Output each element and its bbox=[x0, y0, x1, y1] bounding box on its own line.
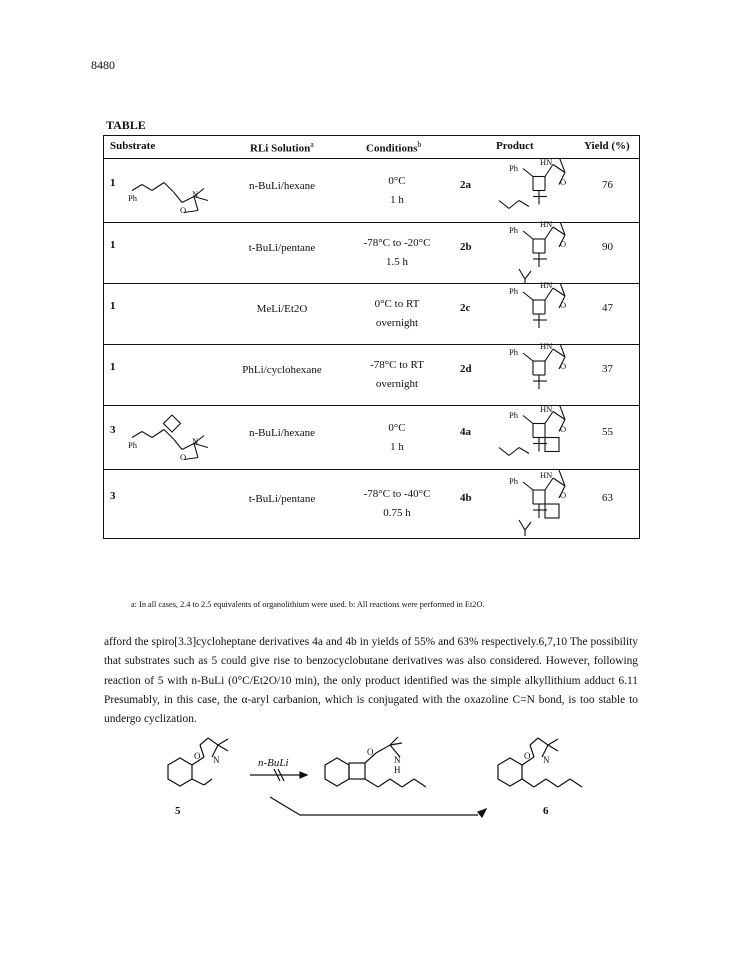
atom-n-cb: N bbox=[394, 755, 401, 765]
product-label: 2d bbox=[460, 363, 472, 375]
table-header-row bbox=[104, 136, 639, 159]
yield-value: 90 bbox=[602, 241, 613, 253]
atom-o-substrate: O bbox=[180, 204, 187, 215]
product-label: 4a bbox=[460, 425, 471, 438]
atom-hn: HN bbox=[540, 403, 553, 414]
results-table bbox=[103, 135, 640, 539]
page-number: 8480 bbox=[91, 58, 115, 72]
condition-temp: 0°C bbox=[388, 421, 406, 434]
product-label: 2c bbox=[460, 302, 471, 314]
atom-ph: Ph bbox=[509, 476, 518, 486]
condition-temp: 0°C bbox=[388, 174, 406, 187]
atom-o: O bbox=[560, 300, 567, 310]
condition-time: 1.5 h bbox=[386, 256, 408, 268]
atom-o: O bbox=[560, 361, 567, 371]
reagent-label: n-BuLi bbox=[258, 757, 289, 769]
atom-ph: Ph bbox=[509, 409, 518, 420]
yield-value: 63 bbox=[602, 492, 613, 504]
rli-solution: PhLi/cyclohexane bbox=[242, 364, 322, 376]
header-rli: RLi Solution$^a$ bbox=[250, 140, 314, 155]
body-paragraph: afford the spiro[3.3]cycloheptane derivatives 4a and 4b in yields of 55% and 63% respectively.6,7,10 The possibility that substrates such as 5 could give rise to benzocyclobutane derivatives was also considered. However, following reaction of 5 with n-BuLi (0°C/Et2O/10 min), the only product identified was the simple alkyllithium adduct 6.11 Presumably, in this case, the α-aryl carbanion, which is conjugated with the oxazoline C=N bond, is too stable to undergo cyclization. bbox=[104, 636, 638, 726]
rli-solution: MeLi/Et2O bbox=[256, 303, 308, 315]
header-substrate: Substrate bbox=[110, 140, 156, 152]
product-structure bbox=[479, 403, 589, 469]
condition-time: 0.75 h bbox=[383, 507, 411, 519]
table-row bbox=[104, 341, 639, 406]
atom-n-5: N bbox=[213, 755, 220, 765]
atom-ph-substrate: Ph bbox=[128, 439, 137, 450]
atom-hn: HN bbox=[540, 156, 553, 167]
product-label: 4b bbox=[460, 492, 472, 504]
table-row bbox=[104, 219, 639, 284]
substrate-structure bbox=[122, 159, 212, 222]
product-structure bbox=[479, 156, 589, 222]
substrate-structure bbox=[122, 406, 212, 469]
header-product: Product bbox=[496, 140, 534, 152]
product-label: 2b bbox=[460, 241, 472, 253]
condition-temp: -78°C to -40°C bbox=[363, 488, 431, 500]
condition-time: overnight bbox=[375, 378, 419, 390]
yield-value: 47 bbox=[602, 302, 613, 314]
atom-ph: Ph bbox=[509, 286, 518, 296]
substrate-number: 3 bbox=[110, 490, 116, 502]
atom-ph-substrate: Ph bbox=[128, 192, 137, 203]
table-heading: TABLE bbox=[106, 118, 146, 132]
table-row bbox=[104, 156, 639, 223]
substrate-number: 1 bbox=[110, 361, 116, 373]
condition-temp: -78°C to -20°C bbox=[363, 237, 431, 249]
compound-5-label: 5 bbox=[175, 805, 181, 817]
atom-o: O bbox=[560, 423, 567, 434]
atom-o: O bbox=[560, 176, 567, 187]
atom-o: O bbox=[560, 490, 567, 500]
atom-h-cb: H bbox=[394, 765, 401, 775]
atom-ph: Ph bbox=[509, 347, 518, 357]
rli-solution: t-BuLi/pentane bbox=[248, 493, 316, 505]
compound-6-label: 6 bbox=[543, 805, 549, 817]
substrate-number: 1 bbox=[110, 239, 116, 251]
product-label: 2a bbox=[460, 178, 471, 191]
atom-o-cb: O bbox=[367, 747, 374, 757]
table-row bbox=[104, 470, 639, 538]
atom-o-5: O bbox=[194, 751, 201, 761]
condition-time: overnight bbox=[375, 317, 419, 329]
atom-o-substrate: O bbox=[180, 451, 187, 462]
atom-hn: HN bbox=[540, 341, 553, 351]
atom-ph: Ph bbox=[509, 162, 518, 173]
atom-hn: HN bbox=[540, 219, 553, 229]
product-structure bbox=[479, 470, 589, 538]
substrate-number: 1 bbox=[110, 176, 116, 189]
yield-value: 76 bbox=[602, 178, 613, 191]
atom-n-substrate: N bbox=[192, 435, 199, 446]
product-structure bbox=[479, 223, 589, 283]
condition-time: 1 h bbox=[390, 193, 404, 206]
table-row bbox=[104, 280, 639, 345]
condition-time: 1 h bbox=[390, 440, 404, 453]
atom-hn: HN bbox=[540, 470, 553, 480]
substrate-number: 1 bbox=[110, 300, 116, 312]
rli-solution: n-BuLi/hexane bbox=[249, 426, 315, 439]
table-row bbox=[104, 403, 639, 470]
scheme-drawing bbox=[150, 735, 610, 835]
atom-o: O bbox=[560, 239, 567, 249]
header-conditions: Conditions$^b$ bbox=[366, 140, 422, 155]
atom-ph: Ph bbox=[509, 225, 518, 235]
atom-o-6: O bbox=[524, 751, 531, 761]
table-footnote: a: In all cases, 2.4 to 2.5 equivalents of organolithium were used. b: All reactions were performed in Et2O. bbox=[131, 600, 485, 609]
yield-value: 37 bbox=[602, 363, 613, 375]
reaction-scheme bbox=[150, 735, 610, 835]
rli-solution: t-BuLi/pentane bbox=[248, 242, 316, 254]
condition-temp: -78°C to RT bbox=[370, 359, 424, 371]
atom-hn: HN bbox=[540, 280, 553, 290]
header-yield: Yield (%) bbox=[584, 140, 630, 152]
atom-n-6: N bbox=[543, 755, 550, 765]
atom-n-substrate: N bbox=[192, 188, 199, 199]
product-structure bbox=[479, 345, 589, 405]
yield-value: 55 bbox=[602, 425, 613, 438]
condition-temp: 0°C to RT bbox=[374, 298, 420, 310]
rli-solution: n-BuLi/hexane bbox=[249, 179, 315, 192]
product-structure bbox=[479, 284, 589, 344]
substrate-number: 3 bbox=[110, 423, 116, 436]
